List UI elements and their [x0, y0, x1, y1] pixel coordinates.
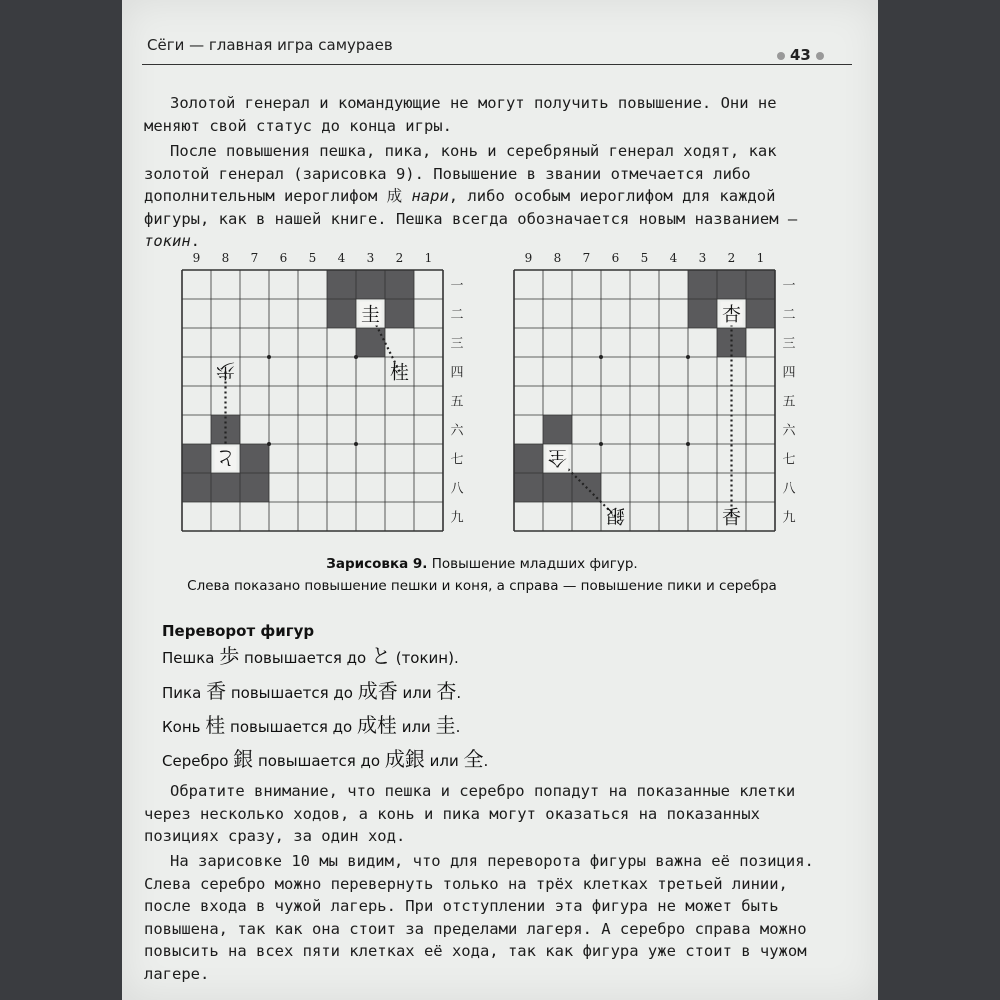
shogi-piece: 歩 [215, 359, 236, 382]
diagram-boards [122, 248, 878, 548]
p2-part-a: После повышения пешка, пика, конь и серебряный генерал ходят, как золотой генерал (зарисовка 9). Повышение в звании отмечается либо дополнительным иероглифом 成 [144, 142, 777, 205]
promo-text: . [455, 718, 461, 736]
kanji: 成銀 [384, 747, 425, 771]
hoshi-point [354, 442, 358, 446]
paragraph-4: На зарисовке 10 мы видим, что для переворота фигуры важна её позиция. Слева серебро можно перевернуть только на трёх клетках третьей линии, после входа в чужой лагерь. При отступлении эта фигура не может быть повышена, так как она стоит за пределами лагеря. А серебро справа можно повысить на всех пяти клетках её хода, так как фигура уже стоит в чужом лагере. [144, 852, 814, 983]
column-label: 7 [250, 251, 259, 265]
promo-text: повышается до [226, 684, 358, 702]
hoshi-point [686, 355, 690, 359]
caption-text: Повышение младших фигур. [427, 556, 638, 572]
promo-text: или [396, 718, 436, 736]
running-header: Сёги — главная игра самураев [147, 36, 393, 54]
caption-title: Зарисовка 9. [326, 556, 428, 572]
kanji: 銀 [233, 747, 254, 771]
row-label: 二 [450, 307, 464, 323]
column-label: 2 [395, 251, 404, 265]
shaded-cell [717, 270, 746, 299]
promo-text: или [397, 684, 437, 702]
board-left [182, 251, 464, 531]
row-label: 二 [782, 307, 796, 323]
shaded-cell [356, 328, 385, 357]
shaded-cell [182, 473, 211, 502]
shaded-cell [211, 473, 240, 502]
kanji: 成香 [357, 679, 398, 703]
shogi-piece: 圭 [360, 303, 381, 326]
row-label: 四 [782, 365, 796, 381]
shaded-cell [717, 328, 746, 357]
shaded-cell [543, 415, 572, 444]
shaded-cell [356, 270, 385, 299]
kanji: 圭 [435, 713, 456, 737]
kanji: 杏 [436, 679, 457, 703]
row-label: 六 [450, 423, 464, 439]
hoshi-point [686, 442, 690, 446]
shaded-cell [514, 473, 543, 502]
column-label: 5 [308, 251, 317, 265]
promotion-pawn [162, 640, 459, 669]
p2-tokin: токин [144, 232, 191, 250]
shaded-cell [385, 299, 414, 328]
promo-text: или [424, 752, 464, 770]
promo-text: Конь [162, 718, 206, 736]
promo-text: повышается до [253, 752, 385, 770]
promo-text: . [483, 752, 489, 770]
column-label: 6 [279, 251, 288, 265]
row-label: 五 [450, 394, 464, 410]
row-label: 七 [782, 452, 796, 468]
column-label: 9 [192, 251, 201, 265]
column-label: 3 [698, 251, 707, 265]
promotion-lance [162, 675, 461, 704]
shogi-piece: 全 [547, 446, 568, 469]
promo-text: повышается до [239, 649, 371, 667]
row-label: 八 [782, 481, 796, 497]
shaded-cell [240, 444, 269, 473]
promo-text: Пешка [162, 649, 220, 667]
shaded-cell [746, 299, 775, 328]
p2-nari: нари [411, 187, 449, 205]
shaded-cell [211, 415, 240, 444]
shogi-piece: と [215, 446, 236, 469]
header-rule [142, 64, 852, 65]
shaded-cell [385, 270, 414, 299]
kanji: 歩 [219, 644, 240, 668]
row-label: 五 [782, 394, 796, 410]
shaded-cell [688, 270, 717, 299]
column-label: 5 [640, 251, 649, 265]
shaded-cell [514, 444, 543, 473]
shaded-cell [688, 299, 717, 328]
section-title: Переворот фигур [162, 622, 315, 640]
figure-caption [132, 556, 832, 572]
paragraph-2 [144, 140, 834, 253]
p2-part-e: . [190, 232, 201, 250]
shaded-cell [746, 270, 775, 299]
promotion-knight [162, 709, 460, 738]
p2-part-c: , либо особым иероглифом для каждой фигуры, как в нашей книге. Пешка всегда обозначается новым названием — [144, 187, 798, 228]
column-label: 9 [524, 251, 533, 265]
hoshi-point [267, 442, 271, 446]
column-label: 4 [337, 251, 346, 265]
column-label: 1 [756, 251, 765, 265]
promo-text: Серебро [162, 752, 234, 770]
kanji: 香 [206, 679, 227, 703]
kanji: 成桂 [356, 713, 397, 737]
row-label: 九 [782, 510, 796, 526]
row-label: 一 [450, 278, 464, 294]
promotion-silver [162, 743, 488, 772]
kanji: 全 [463, 747, 484, 771]
column-label: 2 [727, 251, 736, 265]
hoshi-point [354, 355, 358, 359]
hoshi-point [267, 355, 271, 359]
promo-text: Пика [162, 684, 207, 702]
page-number-text: 43 [790, 46, 811, 64]
shogi-piece: 杏 [721, 303, 742, 326]
promo-text: повышается до [225, 718, 357, 736]
row-label: 三 [450, 336, 464, 352]
shaded-cell [240, 473, 269, 502]
paragraph-3: Обратите внимание, что пешка и серебро попадут на показанные клетки через несколько ходов, а конь и пика могут оказаться на показанных позициях сразу, за один ход. [144, 782, 796, 845]
shaded-cell [327, 270, 356, 299]
row-label: 九 [450, 510, 464, 526]
column-label: 8 [553, 251, 562, 265]
row-label: 三 [782, 336, 796, 352]
kanji: と [370, 644, 391, 668]
promo-text: (токин). [390, 649, 459, 667]
column-label: 8 [221, 251, 230, 265]
kanji: 桂 [205, 713, 226, 737]
column-label: 1 [424, 251, 433, 265]
shaded-cell [182, 444, 211, 473]
book-page [122, 0, 878, 1000]
paragraph-1: Золотой генерал и командующие не могут получить повышение. Они не меняют свой статус до конца игры. [144, 94, 777, 135]
shaded-cell [327, 299, 356, 328]
hoshi-point [599, 442, 603, 446]
hoshi-point [599, 355, 603, 359]
row-label: 七 [450, 452, 464, 468]
shogi-piece: 銀 [605, 504, 626, 527]
row-label: 一 [782, 278, 796, 294]
shaded-cell [543, 473, 572, 502]
page-number [772, 46, 829, 64]
shogi-piece: 香 [721, 506, 742, 529]
promo-text: . [456, 684, 462, 702]
column-label: 6 [611, 251, 620, 265]
column-label: 4 [669, 251, 678, 265]
column-label: 3 [366, 251, 375, 265]
board-right [514, 251, 796, 531]
row-label: 六 [782, 423, 796, 439]
row-label: 八 [450, 481, 464, 497]
shogi-piece: 桂 [389, 361, 410, 384]
figure-caption-line2: Слева показано повышение пешки и коня, а справа — повышение пики и серебра [187, 578, 777, 594]
row-label: 四 [450, 365, 464, 381]
column-label: 7 [582, 251, 591, 265]
